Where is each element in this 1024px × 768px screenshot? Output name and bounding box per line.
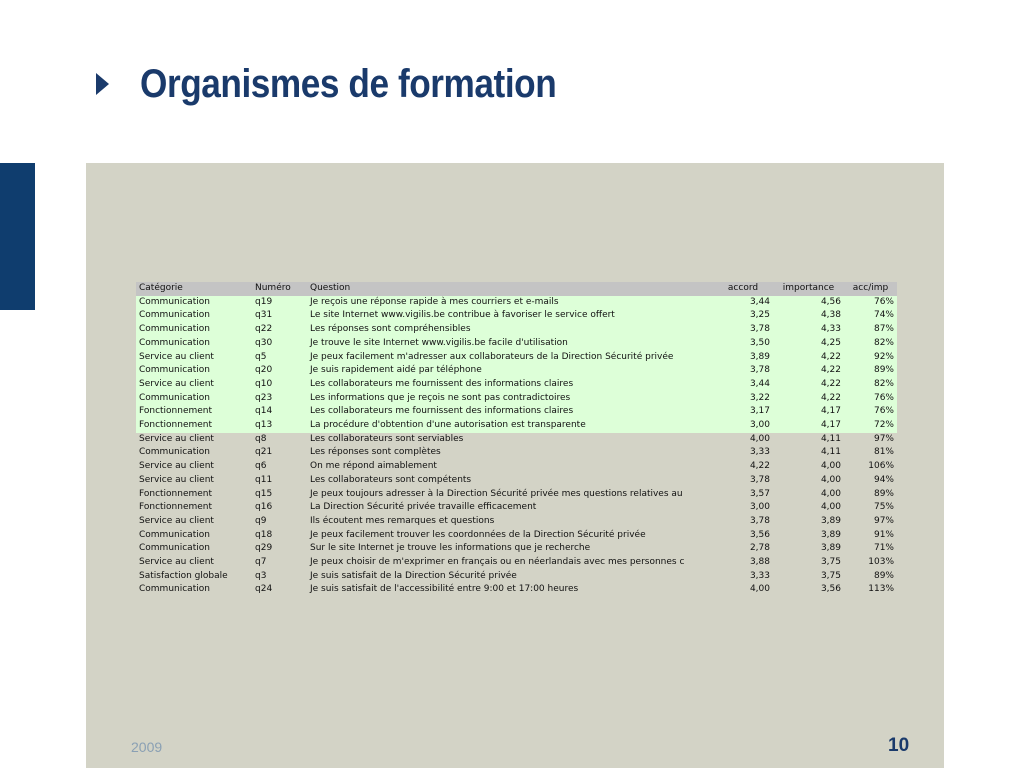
cell-question: Sur le site Internet je trouve les informations que je recherche <box>310 543 591 554</box>
cell-categorie: Communication <box>139 447 210 458</box>
table-row <box>136 515 897 529</box>
cell-question: Les collaborateurs sont compétents <box>310 474 472 485</box>
cell-acc-imp: 89% <box>873 488 894 499</box>
cell-acc-imp: 97% <box>873 515 894 526</box>
cell-categorie: Communication <box>136 392 252 406</box>
cell-acc-imp: 71% <box>873 543 894 554</box>
table-row <box>136 570 897 584</box>
cell-importance: 3,89 <box>820 529 841 540</box>
cell-question: Les informations que je reçois ne sont pas contradictoires <box>307 392 713 406</box>
header-importance: importance <box>773 282 844 296</box>
cell-numero: q18 <box>255 529 273 540</box>
cell-importance: 4,17 <box>773 405 844 419</box>
cell-accord: 2,78 <box>749 543 770 554</box>
table-row <box>136 378 897 392</box>
cell-question: Les réponses sont compréhensibles <box>307 323 713 337</box>
cell-categorie: Service au client <box>136 351 252 365</box>
cell-categorie: Service au client <box>139 461 214 472</box>
cell-acc-imp: 76% <box>844 296 897 310</box>
cell-question: La procédure d'obtention d'une autorisation est transparente <box>307 419 713 433</box>
cell-question: Les réponses sont complètes <box>310 447 441 458</box>
cell-acc-imp: 106% <box>868 461 894 472</box>
cell-question: Les collaborateurs me fournissent des informations claires <box>307 405 713 419</box>
table-row <box>136 529 897 543</box>
cell-numero: q20 <box>252 364 307 378</box>
cell-numero: q6 <box>255 461 267 472</box>
cell-importance: 3,75 <box>820 570 841 581</box>
footer-year: 2009 <box>131 739 163 755</box>
cell-accord: 3,78 <box>749 515 770 526</box>
cell-categorie: Communication <box>136 364 252 378</box>
cell-question: Je suis satisfait de l'accessibilité entre 9:00 et 17:00 heures <box>310 584 579 595</box>
cell-numero: q15 <box>255 488 273 499</box>
cell-accord: 4,00 <box>749 584 770 595</box>
cell-categorie: Communication <box>136 337 252 351</box>
cell-importance: 4,00 <box>820 474 841 485</box>
table-row <box>136 323 897 337</box>
cell-numero: q19 <box>252 296 307 310</box>
table-row <box>136 405 897 419</box>
cell-accord: 3,78 <box>749 474 770 485</box>
cell-categorie: Communication <box>139 529 210 540</box>
cell-acc-imp: 75% <box>873 502 894 513</box>
cell-accord: 3,44 <box>713 378 773 392</box>
table-row <box>136 392 897 406</box>
cell-importance: 4,22 <box>773 351 844 365</box>
cell-accord: 3,00 <box>749 502 770 513</box>
cell-acc-imp: 91% <box>873 529 894 540</box>
cell-numero: q11 <box>255 474 273 485</box>
cell-importance: 4,22 <box>773 378 844 392</box>
cell-accord: 3,57 <box>749 488 770 499</box>
header-numero: Numéro <box>252 282 307 296</box>
cell-acc-imp: 72% <box>844 419 897 433</box>
results-table <box>136 282 897 597</box>
table-row <box>136 433 897 447</box>
cell-acc-imp: 103% <box>868 557 894 568</box>
cell-categorie: Communication <box>136 309 252 323</box>
cell-importance: 4,33 <box>773 323 844 337</box>
cell-acc-imp: 97% <box>873 433 894 444</box>
cell-question: Je peux choisir de m'exprimer en français ou en néerlandais avec mes personnes c <box>310 557 685 568</box>
cell-accord: 3,00 <box>713 419 773 433</box>
cell-accord: 4,22 <box>749 461 770 472</box>
table-row <box>136 501 897 515</box>
cell-categorie: Service au client <box>139 433 214 444</box>
bullet-arrow-icon <box>96 73 109 95</box>
cell-numero: q13 <box>252 419 307 433</box>
cell-accord: 3,22 <box>713 392 773 406</box>
header-question: Question <box>307 282 713 296</box>
cell-categorie: Service au client <box>139 474 214 485</box>
cell-accord: 3,17 <box>713 405 773 419</box>
cell-acc-imp: 82% <box>844 337 897 351</box>
table-row <box>136 337 897 351</box>
cell-question: Je peux facilement m'adresser aux collaborateurs de la Direction Sécurité privée <box>307 351 713 365</box>
header-categorie: Catégorie <box>136 282 252 296</box>
cell-acc-imp: 94% <box>873 474 894 485</box>
title-area <box>96 56 613 112</box>
table-row <box>136 583 897 597</box>
cell-accord: 4,00 <box>749 433 770 444</box>
cell-categorie: Fonctionnement <box>136 405 252 419</box>
cell-question: Je suis rapidement aidé par téléphone <box>307 364 713 378</box>
cell-importance: 3,89 <box>820 515 841 526</box>
cell-accord: 3,88 <box>749 557 770 568</box>
cell-categorie: Communication <box>136 323 252 337</box>
cell-accord: 3,25 <box>713 309 773 323</box>
cell-categorie: Communication <box>139 543 210 554</box>
cell-acc-imp: 76% <box>844 405 897 419</box>
cell-importance: 4,11 <box>820 433 841 444</box>
cell-numero: q5 <box>252 351 307 365</box>
cell-importance: 4,38 <box>773 309 844 323</box>
table-header-row <box>136 282 897 296</box>
cell-accord: 3,44 <box>713 296 773 310</box>
cell-importance: 4,22 <box>773 364 844 378</box>
cell-question: Je reçois une réponse rapide à mes courriers et e-mails <box>307 296 713 310</box>
cell-acc-imp: 74% <box>844 309 897 323</box>
cell-accord: 3,78 <box>713 364 773 378</box>
cell-importance: 3,89 <box>820 543 841 554</box>
cell-numero: q7 <box>255 557 267 568</box>
cell-importance: 4,22 <box>773 392 844 406</box>
cell-numero: q10 <box>252 378 307 392</box>
cell-question: La Direction Sécurité privée travaille efficacement <box>310 502 537 513</box>
cell-importance: 4,25 <box>773 337 844 351</box>
cell-importance: 4,17 <box>773 419 844 433</box>
cell-acc-imp: 89% <box>844 364 897 378</box>
table-row <box>136 460 897 474</box>
cell-question: On me répond aimablement <box>310 461 437 472</box>
cell-numero: q8 <box>255 433 267 444</box>
table-row <box>136 419 897 433</box>
cell-acc-imp: 81% <box>873 447 894 458</box>
cell-acc-imp: 87% <box>844 323 897 337</box>
cell-acc-imp: 89% <box>873 570 894 581</box>
cell-numero: q22 <box>252 323 307 337</box>
table-row <box>136 542 897 556</box>
cell-categorie: Fonctionnement <box>136 419 252 433</box>
cell-question: Les collaborateurs me fournissent des informations claires <box>307 378 713 392</box>
cell-categorie: Communication <box>139 584 210 595</box>
cell-numero: q24 <box>255 584 273 595</box>
table-row <box>136 474 897 488</box>
cell-numero: q23 <box>252 392 307 406</box>
cell-numero: q29 <box>255 543 273 554</box>
cell-question: Je peux toujours adresser à la Direction Sécurité privée mes questions relatives au <box>310 488 683 499</box>
cell-numero: q30 <box>252 337 307 351</box>
table-body <box>136 296 897 597</box>
table-row <box>136 446 897 460</box>
cell-numero: q16 <box>255 502 273 513</box>
cell-numero: q21 <box>255 447 273 458</box>
header-acc-imp: acc/imp <box>844 282 897 296</box>
cell-importance: 4,00 <box>820 502 841 513</box>
cell-numero: q3 <box>255 570 267 581</box>
table-row <box>136 309 897 323</box>
cell-importance: 3,75 <box>820 557 841 568</box>
cell-importance: 4,00 <box>820 488 841 499</box>
cell-categorie: Service au client <box>139 515 214 526</box>
cell-question: Le site Internet www.vigilis.be contribue à favoriser le service offert <box>307 309 713 323</box>
cell-acc-imp: 82% <box>844 378 897 392</box>
cell-accord: 3,78 <box>713 323 773 337</box>
cell-numero: q9 <box>255 515 267 526</box>
cell-categorie: Communication <box>136 296 252 310</box>
cell-importance: 4,56 <box>773 296 844 310</box>
cell-acc-imp: 113% <box>868 584 894 595</box>
left-accent-bar <box>0 163 35 310</box>
cell-question: Je trouve le site Internet www.vigilis.be facile d'utilisation <box>307 337 713 351</box>
cell-accord: 3,50 <box>713 337 773 351</box>
table-row <box>136 351 897 365</box>
table-row <box>136 296 897 310</box>
cell-acc-imp: 76% <box>844 392 897 406</box>
cell-question: Je peux facilement trouver les coordonnées de la Direction Sécurité privée <box>310 529 646 540</box>
cell-importance: 3,56 <box>820 584 841 595</box>
cell-categorie: Satisfaction globale <box>139 570 228 581</box>
cell-numero: q31 <box>252 309 307 323</box>
page-number: 10 <box>888 735 910 756</box>
cell-numero: q14 <box>252 405 307 419</box>
header-accord: accord <box>713 282 773 296</box>
cell-question: Ils écoutent mes remarques et questions <box>310 515 495 526</box>
table-row <box>136 364 897 378</box>
cell-categorie: Service au client <box>136 378 252 392</box>
table-row <box>136 556 897 570</box>
cell-categorie: Fonctionnement <box>139 502 213 513</box>
slide-title: Organismes de formation <box>140 61 557 106</box>
cell-accord: 3,33 <box>749 570 770 581</box>
cell-importance: 4,00 <box>820 461 841 472</box>
cell-accord: 3,89 <box>713 351 773 365</box>
cell-categorie: Fonctionnement <box>139 488 213 499</box>
cell-question: Je suis satisfait de la Direction Sécurité privée <box>310 570 517 581</box>
cell-importance: 4,11 <box>820 447 841 458</box>
cell-accord: 3,33 <box>749 447 770 458</box>
cell-question: Les collaborateurs sont serviables <box>310 433 464 444</box>
cell-categorie: Service au client <box>139 557 214 568</box>
cell-accord: 3,56 <box>749 529 770 540</box>
cell-acc-imp: 92% <box>844 351 897 365</box>
table-row <box>136 488 897 502</box>
